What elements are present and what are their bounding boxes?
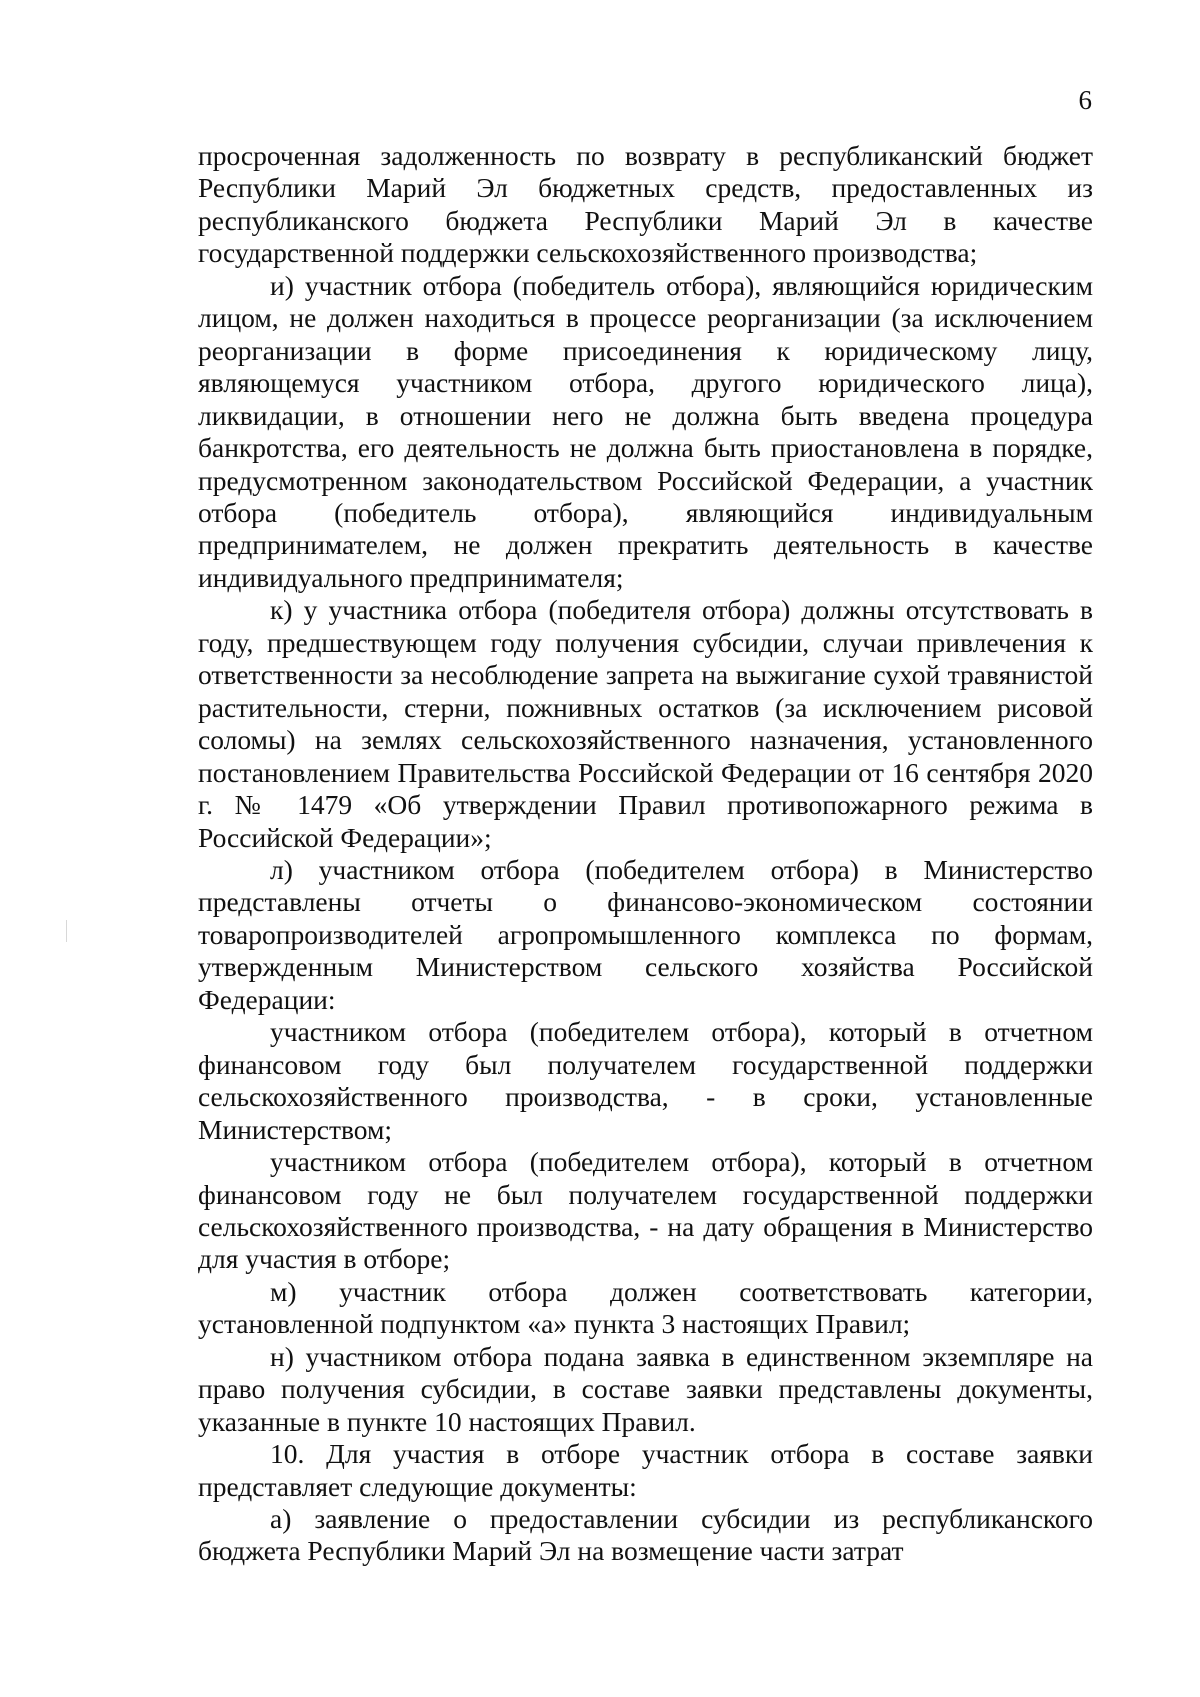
document-body [198, 140, 1093, 1568]
paragraph-item-n: н) участником отбора подана заявка в единственном экземпляре на право получения субсидии, в составе заявки представлены документы, указанные в пункте 10 настоящих Правил. [198, 1340, 1093, 1437]
paragraph-item-i: и) участник отбора (победитель отбора), являющийся юридическим лицом, не должен находиться в процессе реорганизации (за исключением реорганизации в форме присоединения к юридическому лицу, являющемуся участником отбора, другого юридического лица), ликвидации, в отношении него не должна быть введена процедура банкротства, его деятельность не должна быть приостановлена в порядке, предусмотренном законодательством Российской Федерации, а участник отбора (победитель отбора), являющийся индивидуальным предпринимателем, не должен прекратить деятельность в качестве индивидуального предпринимателя; [198, 269, 1093, 593]
paragraph-section-10: 10. Для участия в отборе участник отбора в составе заявки представляет следующие документы: [198, 1438, 1093, 1502]
paragraph-sub-item: участником отбора (победителем отбора), который в отчетном финансовом году не был получателем государственной поддержки сельскохозяйственного производства, - на дату обращения в Министерство для участия в отборе; [198, 1146, 1093, 1275]
paragraph-continuation: просроченная задолженность по возврату в республиканский бюджет Республики Марий Эл бюджетных средств, предоставленных из республиканского бюджета Республики Марий Эл в качестве государственной поддержки сельскохозяйственного производства; [198, 140, 1093, 269]
page-number: 6 [1078, 85, 1092, 115]
paragraph-item-l: л) участником отбора (победителем отбора) в Министерство представлены отчеты о финансово-экономическом состоянии товаропроизводителей агропромышленного комплекса по формам, утвержденным Министерством сельского хозяйства Российской Федерации: [198, 853, 1093, 1015]
paragraph-item-k: к) у участника отбора (победителя отбора) должны отсутствовать в году, предшествующем году получения субсидии, случаи привлечения к ответственности за несоблюдение запрета на выжигание сухой травянистой растительности, стерни, пожнивных остатков (за исключением рисовой соломы) на землях сельскохозяйственного назначения, установленного постановлением Правительства Российской Федерации от 16 сентября 2020 г. № 1479 «Об утверждении Правил противопожарного режима в Российской Федерации»; [198, 594, 1093, 853]
paragraph-sub-item: участником отбора (победителем отбора), который в отчетном финансовом году был получателем государственной поддержки сельскохозяйственного производства, - в сроки, установленные Министерством; [198, 1016, 1093, 1145]
scan-artifact [66, 920, 67, 942]
paragraph-item-m: м) участник отбора должен соответствовать категории, установленной подпунктом «а» пункта 3 настоящих Правил; [198, 1275, 1093, 1340]
paragraph-item-a: а) заявление о предоставлении субсидии из республиканского бюджета Республики Марий Эл на возмещение части затрат [198, 1503, 1093, 1567]
